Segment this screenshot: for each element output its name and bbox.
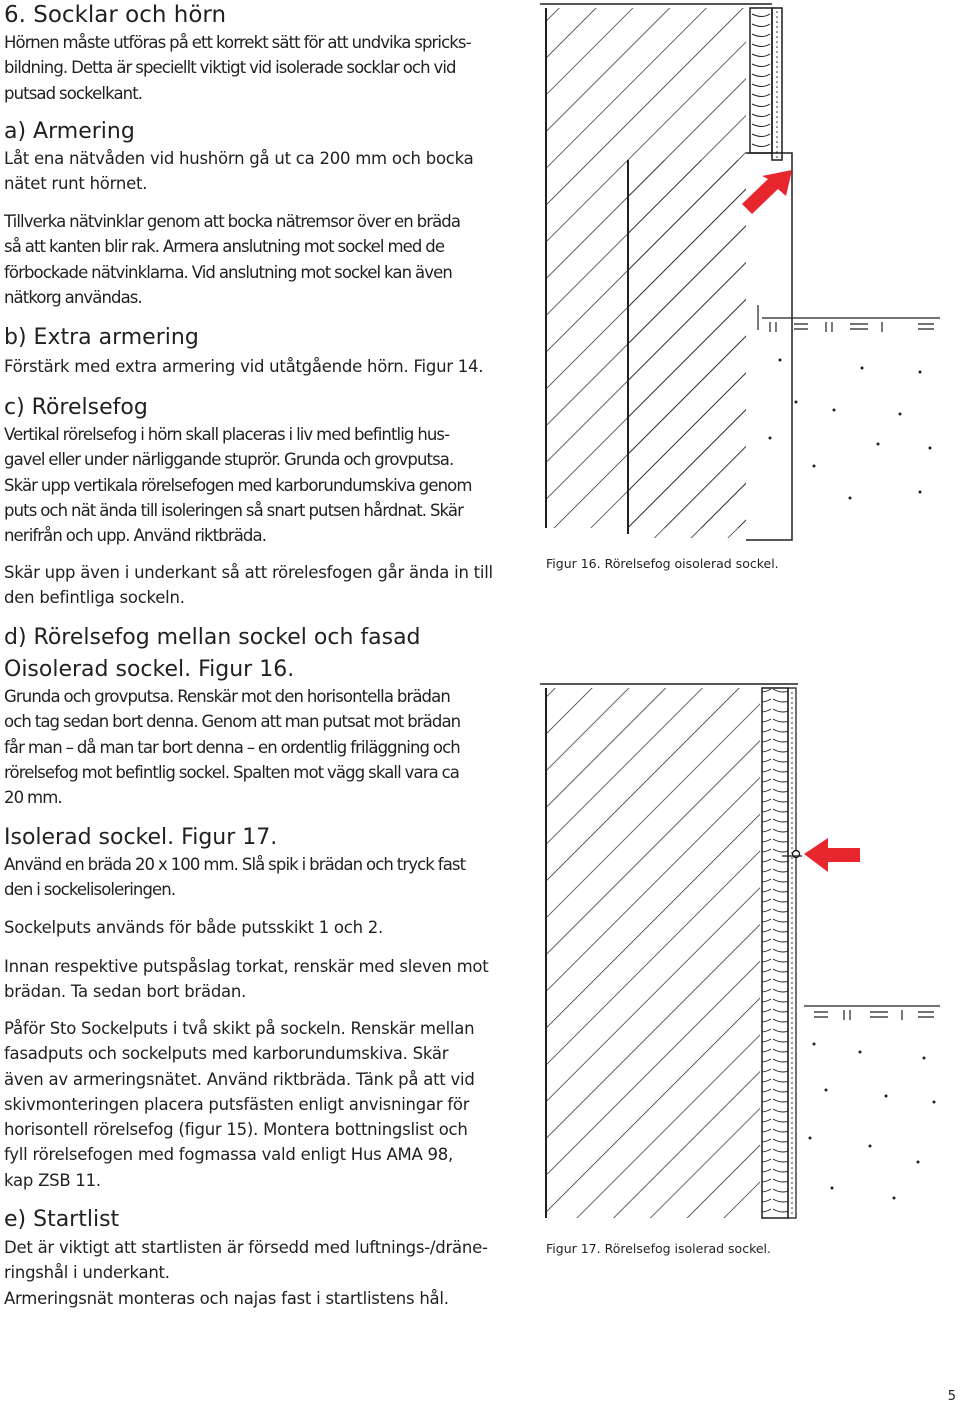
heading-a: a) Armering <box>4 119 135 144</box>
figure-16-drawing <box>530 0 950 545</box>
paragraph-d4: Innan respektive putspåslag torkat, renskär med sleven mot brädan. Ta sedan bort brädan. <box>4 957 489 1002</box>
paragraph-a2: Tillverka nätvinklar genom att bocka nätremsor över en bräda så att kanten blir rak. Armera anslutning mot sockel med de förbockade nätvinklarna. Vid anslutning mot sockel kan även nätkorg användas. <box>4 212 461 307</box>
paragraph-e1: Det är viktigt att startlisten är försedd med luftnings-/dräne- ringshål i underkant. Armeringsnät monteras och najas fast i startlistens hål. <box>4 1238 488 1308</box>
figure-17-caption: Figur 17. Rörelsefog isolerad sockel. <box>546 1241 771 1256</box>
arrow-indicator <box>804 838 860 872</box>
section-title: 6. Socklar och hörn <box>4 2 227 28</box>
paragraph-d5: Påför Sto Sockelputs i två skikt på sockeln. Renskär mellan fasadputs och sockelputs med karborundumskiva. Skär även av armeringsnätet. Använd riktbräda. Tänk på att vid skivmonteringen placera putsfästen enligt anvisningar för horisontell rörelsefog (figur 15). Montera bottningslist och fyll rörelsefogen med fogmassa vald enligt Hus AMA 98, kap ZSB 11. <box>4 1019 475 1190</box>
paragraph-d1: Grunda och grovputsa. Renskär mot den horisontella brädan och tag sedan bort denna. Genom att man putsat mot brädan får man – då man tar bort denna – en ordentlig friläggning och rörelsefog mot befintlig sockel. Spalten mot vägg skall vara ca 20 mm. <box>4 687 461 808</box>
insulation-layer <box>762 688 788 1218</box>
render-layer <box>788 688 796 1218</box>
render-layer <box>772 8 782 160</box>
arrow-indicator <box>742 170 792 214</box>
paragraph-b1: Förstärk med extra armering vid utåtgående hörn. Figur 14. <box>4 357 484 376</box>
paragraph-d3: Sockelputs används för både putsskikt 1 och 2. <box>4 918 384 937</box>
subheading-d-uninsulated: Oisolerad sockel. Figur 16. <box>4 657 295 682</box>
paragraph-c2: Skär upp även i underkant så att rörelesfogen går ända in till den befintliga sockeln. <box>4 563 493 608</box>
paragraph-d2: Använd en bräda 20 x 100 mm. Slå spik i brädan och tryck fast den i sockelisoleringen. <box>4 855 466 900</box>
page-number: 5 <box>947 1389 956 1404</box>
heading-e: e) Startlist <box>4 1207 120 1232</box>
intro-paragraph: Hörnen måste utföras på ett korrekt sätt för att undvika spricks- bildning. Detta är speciellt viktigt vid isolerade socklar och vid putsad sockelkant. <box>4 33 471 103</box>
heading-d: d) Rörelsefog mellan sockel och fasad <box>4 625 421 650</box>
heading-b: b) Extra armering <box>4 325 199 350</box>
heading-c: c) Rörelsefog <box>4 395 148 420</box>
paragraph-a1: Låt ena nätvåden vid hushörn gå ut ca 200 mm och bocka nätet runt hörnet. <box>4 149 474 194</box>
paragraph-c1: Vertikal rörelsefog i hörn skall placeras i liv med befintlig hus- gavel eller under närliggande stuprör. Grunda och grovputsa. Skär upp vertikala rörelsefogen med karborundumskiva genom puts och nät ända till isoleringen så snart putsen hårdnat. Skär nerifrån och upp. Använd riktbräda. <box>4 425 472 546</box>
subheading-d-insulated: Isolerad sockel. Figur 17. <box>4 825 278 850</box>
figure-17-drawing <box>530 676 950 1236</box>
figure-16-caption: Figur 16. Rörelsefog oisolerad sockel. <box>546 556 779 571</box>
insulation-layer <box>750 8 772 153</box>
